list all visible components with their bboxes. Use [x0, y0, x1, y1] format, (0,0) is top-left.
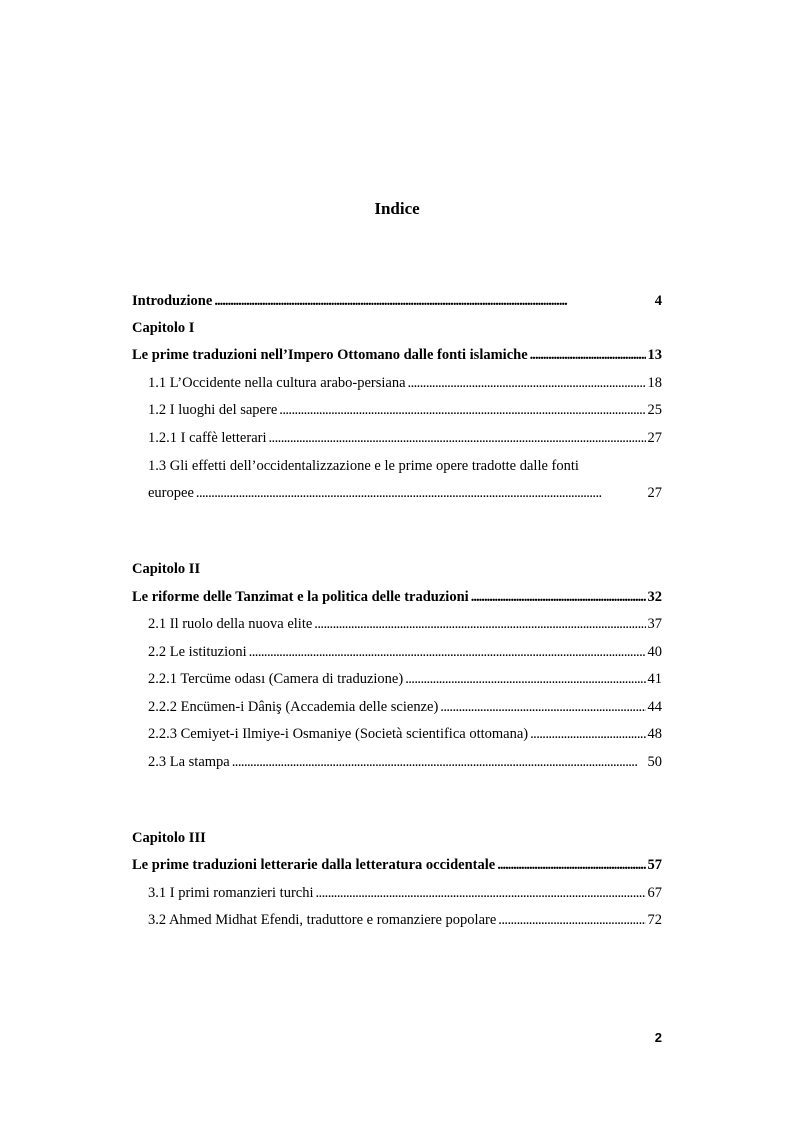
toc-entry-3-1[interactable] — [148, 883, 662, 903]
toc-entry-label: 3.1 I primi romanzieri turchi — [148, 885, 314, 901]
toc-entry-label: Le prime traduzioni nell’Impero Ottomano dalle fonti islamiche — [132, 347, 528, 363]
dot-leader — [530, 724, 645, 744]
dot-leader — [408, 373, 646, 393]
dot-leader — [530, 345, 646, 365]
page-title: Indice — [374, 199, 420, 218]
toc-entry-page: 25 — [647, 402, 662, 418]
toc-entry-chapter-3[interactable] — [132, 855, 662, 875]
toc-entry-label: 2.3 La stampa — [148, 754, 230, 770]
toc-entry-page: 44 — [647, 699, 662, 715]
toc-entry-page: 13 — [647, 347, 662, 363]
toc-entry-page: 37 — [647, 616, 662, 632]
toc-entry-label: Le riforme delle Tanzimat e la politica delle traduzioni — [132, 589, 469, 605]
page-number: 2 — [654, 1030, 662, 1045]
toc-entry-chapter-1[interactable] — [132, 345, 662, 365]
toc-entry-label: 1.2.1 I caffè letterari — [148, 430, 267, 446]
toc-entry-label: 1.2 I luoghi del sapere — [148, 402, 278, 418]
toc-entry-1-3-first-line[interactable]: 1.3 Gli effetti dell’occidentalizzazione e le prime opere tradotte dalle fonti — [148, 458, 579, 474]
dot-leader — [498, 910, 645, 930]
toc-entry-page: 48 — [647, 726, 662, 742]
toc-entry-chapter-2[interactable] — [132, 587, 662, 607]
toc-entry-label: 1.1 L’Occidente nella cultura arabo-persiana — [148, 375, 406, 391]
dot-leader — [471, 587, 646, 607]
toc-entry-2-2-2[interactable] — [148, 697, 662, 717]
toc-entry-page: 40 — [647, 644, 662, 660]
toc-entry-page: 4 — [654, 293, 662, 309]
dot-leader — [440, 697, 645, 717]
chapter-heading-3: Capitolo III — [132, 830, 206, 846]
toc-entry-label: 2.1 Il ruolo della nuova elite — [148, 616, 313, 632]
dot-leader — [249, 642, 646, 662]
dot-leader — [316, 883, 646, 903]
toc-entry-page: 27 — [647, 430, 662, 446]
toc-entry-1-1[interactable] — [148, 373, 662, 393]
toc-entry-page: 50 — [647, 754, 662, 770]
toc-entry-page: 41 — [647, 671, 662, 687]
toc-entry-label: 3.2 Ahmed Midhat Efendi, traduttore e romanziere popolare — [148, 912, 497, 928]
dot-leader — [269, 428, 646, 448]
toc-entry-3-2[interactable] — [148, 910, 662, 930]
toc-entry-introduzione[interactable] — [132, 291, 662, 311]
dot-leader — [196, 483, 646, 503]
toc-entry-1-2[interactable] — [148, 400, 662, 420]
toc-entry-2-1[interactable] — [148, 614, 662, 634]
toc-entry-label: 2.2 Le istituzioni — [148, 644, 247, 660]
toc-entry-1-3[interactable] — [148, 483, 662, 503]
dot-leader — [497, 855, 645, 875]
toc-entry-label: Le prime traduzioni letterarie dalla letteratura occidentale — [132, 857, 496, 873]
dot-leader — [232, 752, 646, 772]
dot-leader — [214, 291, 652, 311]
toc-entry-2-3[interactable] — [148, 752, 662, 772]
toc-entry-label: Introduzione — [132, 293, 213, 309]
toc-entry-page: 27 — [647, 485, 662, 501]
toc-entry-1-2-1[interactable] — [148, 428, 662, 448]
dot-leader — [405, 669, 645, 689]
toc-entry-2-2-3[interactable] — [148, 724, 662, 744]
toc-entry-page: 32 — [647, 589, 662, 605]
toc-entry-label: europee — [148, 485, 194, 501]
chapter-heading-1: Capitolo I — [132, 320, 195, 336]
toc-entry-page: 57 — [647, 857, 662, 873]
toc-entry-2-2-1[interactable] — [148, 669, 662, 689]
chapter-heading-2: Capitolo II — [132, 561, 201, 577]
toc-entry-page: 67 — [647, 885, 662, 901]
toc-entry-label: 2.2.2 Encümen-i Dâniş (Accademia delle scienze) — [148, 699, 439, 715]
toc-entry-label: 2.2.1 Tercüme odası (Camera di traduzione) — [148, 671, 404, 687]
dot-leader — [314, 614, 645, 634]
toc-entry-label: 2.2.3 Cemiyet-i Ilmiye-i Osmaniye (Società scientifica ottomana) — [148, 726, 529, 742]
toc-entry-page: 72 — [647, 912, 662, 928]
toc-entry-page: 18 — [647, 375, 662, 391]
dot-leader — [279, 400, 645, 420]
toc-entry-2-2[interactable] — [148, 642, 662, 662]
